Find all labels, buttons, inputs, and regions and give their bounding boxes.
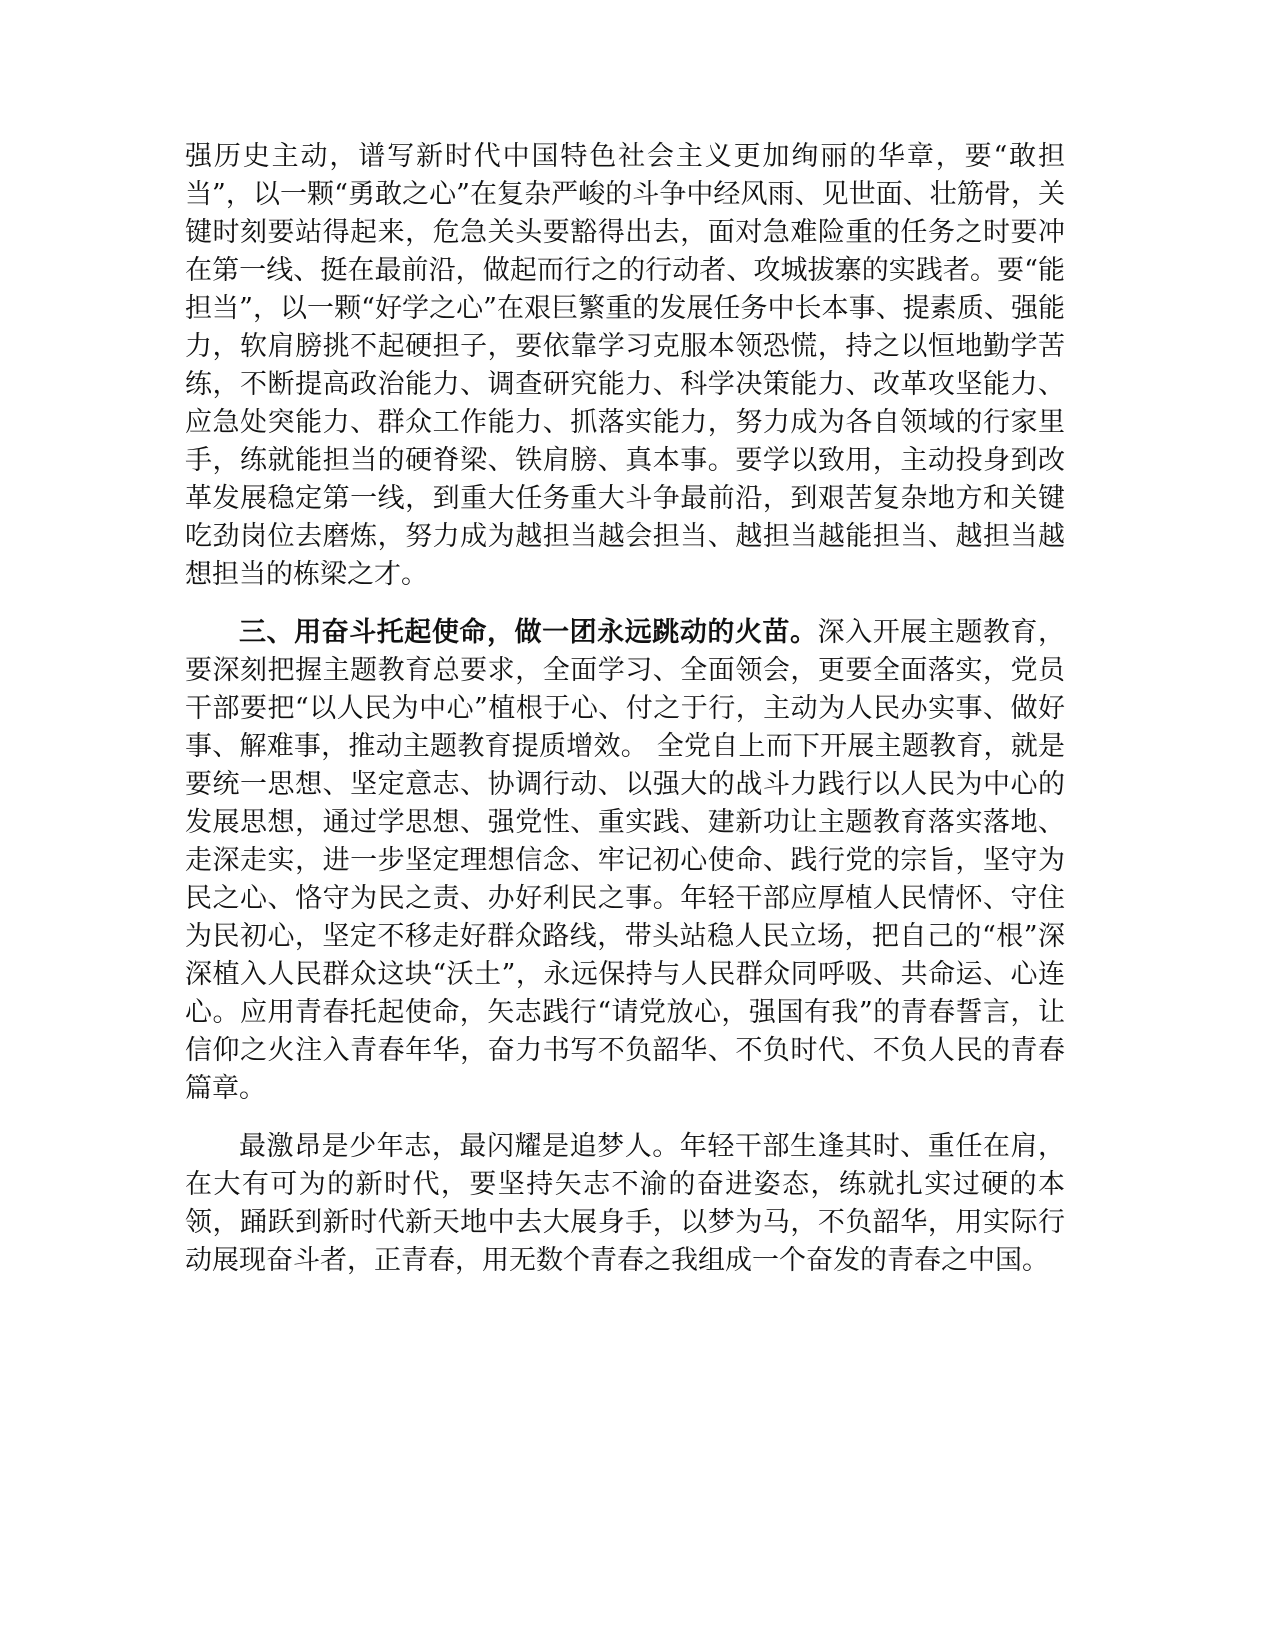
- paragraph-1: [185, 138, 1065, 594]
- paragraph-3-text: 最激昂是少年志，最闪耀是追梦人。年轻干部生逢其时、重任在肩，在大有可为的新时代，要坚持矢志不渝的奋进姿态，练就扎实过硬的本领，踊跃到新时代新天地中去大展身手，以梦为马，不负韶华，用实际行动展现奋斗者，正青春，用无数个青春之我组成一个奋发的青春之中国。: [185, 1131, 1065, 1276]
- paragraph-1-text: 强历史主动，谱写新时代中国特色社会主义更加绚丽的华章，要“敢担当”，以一颗“勇敢之心”在复杂严峻的斗争中经风雨、见世面、壮筋骨，关键时刻要站得起来，危急关头要豁得出去，面对急难险重的任务之时要冲在第一线、挺在最前沿，做起而行之的行动者、攻城拔寨的实践者。要“能担当”，以一颗“好学之心”在艰巨繁重的发展任务中长本事、提素质、强能力，软肩膀挑不起硬担子，要依靠学习克服本领恐慌，持之以恒地勤学苦练，不断提高政治能力、调查研究能力、科学决策能力、改革攻坚能力、应急处突能力、群众工作能力、抓落实能力，努力成为各自领域的行家里手，练就能担当的硬脊梁、铁肩膀、真本事。要学以致用，主动投身到改革发展稳定第一线，到重大任务重大斗争最前沿，到艰苦复杂地方和关键吃劲岗位去磨炼，努力成为越担当越会担当、越担当越能担当、越担当越想担当的栋梁之才。: [185, 141, 1065, 590]
- paragraph-3: [185, 1128, 1065, 1280]
- section-heading: 三、用奋斗托起使命，做一团永远跳动的火苗。: [239, 617, 818, 648]
- paragraph-2: [185, 614, 1065, 1108]
- document-page: [185, 138, 1065, 1280]
- paragraph-2-text: 深入开展主题教育，要深刻把握主题教育总要求，全面学习、全面领会，更要全面落实，党员干部要把“以人民为中心”植根于心、付之于行，主动为人民办实事、做好事、解难事，推动主题教育提质增效。 全党自上而下开展主题教育，就是要统一思想、坚定意志、协调行动、以强大的战斗力践行以人民为中心的发展思想，通过学思想、强党性、重实践、建新功让主题教育落实落地、走深走实，进一步坚定理想信念、牢记初心使命、践行党的宗旨，坚守为民之心、恪守为民之责、办好利民之事。年轻干部应厚植人民情怀、守住为民初心，坚定不移走好群众路线，带头站稳人民立场，把自己的“根”深深植入人民群众这块“沃土”，永远保持与人民群众同呼吸、共命运、心连心。应用青春托起使命，矢志践行“请党放心，强国有我”的青春誓言，让信仰之火注入青春年华，奋力书写不负韶华、不负时代、不负人民的青春篇章。: [185, 617, 1066, 1104]
